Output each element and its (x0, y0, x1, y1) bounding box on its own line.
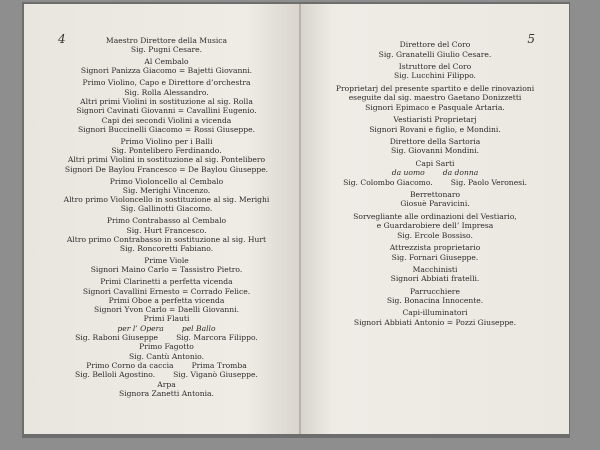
text-line: Capi dei secondi Violini a vicenda (101, 115, 232, 125)
left-page-text (32, 36, 301, 398)
tromba-head: Prima Tromba (191, 360, 247, 370)
text-line: Signori Cavinati Giovanni = Cavallini Eugenio. (76, 106, 257, 116)
text-line: Altro primo Contrabasso in sostituzione al sig. Hurt (66, 234, 267, 244)
page-number-right: 5 (527, 32, 535, 46)
text-line: Sig. Rolla Alessandro. (124, 87, 209, 97)
text-line: Sorvegliante alle ordinazioni del Vestiario, (353, 211, 517, 221)
text-line: Maestro Direttore della Musica (105, 36, 228, 45)
text-line: Parrucchiere (410, 286, 460, 296)
flauti-ballo-name: Sig. Marcora Filippo. (176, 333, 258, 343)
text-line: Signori Abbiati Antonio = Pozzi Giuseppe. (353, 317, 517, 327)
text-line: Attrezzista proprietario (389, 243, 481, 253)
sarti-names (305, 178, 565, 188)
text-line: Al Cembalo (144, 57, 189, 67)
text-line: Primi Clarinetti a perfetta vicenda (100, 277, 233, 287)
text-line: Altri primi Violini in sostituzione al sig. Rolla (80, 96, 253, 106)
text-line: Istruttore del Coro (398, 61, 472, 71)
text-line: Sig. Granatelli Giulio Cesare. (378, 49, 492, 59)
text-line: Signori Rovani e figlio, e Mondini. (369, 124, 501, 134)
flauti-names (32, 333, 301, 342)
text-line: Primi Oboe a perfetta vicenda (108, 295, 225, 305)
text-line: Primo Contrabasso al Cembalo (106, 216, 227, 226)
text-line: Signori Epimaco e Pasquale Artaria. (365, 102, 505, 112)
text-line: Signori Abbiati fratelli. (390, 274, 480, 284)
text-line: Sig. Bonacina Innocente. (386, 296, 484, 306)
text-line: Direttore del Coro (399, 40, 471, 49)
text-line: Signora Zanetti Antonia. (119, 388, 214, 398)
corno-name: Sig. Belloli Agostino. (75, 370, 156, 380)
text-line: Sig. Roncoretti Fabiano. (119, 244, 214, 254)
sarti-donna-name: Sig. Paolo Veronesi. (450, 177, 527, 187)
text-line: Sig. Lucchini Filippo. (394, 71, 476, 81)
flauti-ballo-head: pel Ballo (181, 323, 216, 333)
text-line: Sig. Hurt Francesco. (126, 225, 207, 235)
text-line: Signori Buccinelli Giacomo = Rossi Giuseppe. (77, 124, 256, 134)
sarti-uomo-name: Sig. Colombo Giacomo. (343, 177, 433, 187)
text-line: Signori Maino Carlo = Tassistro Pietro. (90, 265, 243, 275)
text-line: Primo Violino, Capo e Direttore d’orchestra (82, 78, 251, 88)
text-line: Altri primi Violini in sostituzione al sig. Pontelibero (67, 155, 266, 165)
sarti-heads (305, 168, 565, 178)
text-line: Altro primo Violoncello in sostituzione al sig. Merighi (63, 195, 270, 205)
text-line: Capi Sarti (415, 158, 455, 168)
left-page (24, 4, 301, 434)
text-line: Berrettonaro (409, 189, 461, 199)
text-line: Primo Violino per i Balli (120, 136, 213, 146)
text-line: Direttore della Sartoria (389, 136, 481, 146)
text-line: Signori Cavallini Ernesto = Corrado Felice. (82, 286, 251, 296)
text-line: Proprietarj del presente spartito e delle rinovazioni (335, 83, 535, 93)
page-number-left: 4 (58, 32, 66, 46)
sarti-uomo-head: da uomo (391, 168, 425, 178)
text-line: Sig. Cantù Antonio. (128, 351, 205, 361)
text-line: Primo Fagotto (139, 342, 194, 352)
corno-head: Primo Corno da caccia (86, 360, 174, 370)
right-page (301, 4, 569, 434)
text-line: e Guardarobiere dell’ Impresa (376, 221, 494, 231)
text-line: Primi Flauti (143, 314, 190, 324)
text-line: Signori Yvon Carlo = Daelli Giovanni. (93, 305, 240, 315)
text-line: Sig. Giovanni Mondini. (390, 146, 480, 156)
text-line: Sig. Pugni Cesare. (130, 45, 203, 55)
text-line: Signori Panizza Giacomo = Bajetti Giovanni. (80, 66, 253, 76)
text-line: Giosuè Paravicini. (400, 199, 470, 209)
corno-tromba-names (32, 370, 301, 379)
text-line: Vestiaristi Proprietarj (393, 114, 477, 124)
text-line: eseguite dal sig. maestro Gaetano Donizzetti (348, 93, 522, 103)
right-page-text (305, 40, 565, 328)
tromba-name: Sig. Viganò Giuseppe. (173, 370, 258, 380)
text-line: Sig. Fornari Giuseppe. (391, 252, 479, 262)
text-line: Sig. Pontelibero Ferdinando. (111, 146, 222, 156)
text-line: Macchinisti (412, 264, 458, 274)
sarti-donna-head: da donna (442, 168, 479, 178)
text-line: Sig. Merighi Vincenzo. (122, 185, 211, 195)
text-line: Signori De Baylou Francesco = De Baylou Giuseppe. (64, 164, 269, 174)
text-line: Capi-illuminatori (402, 308, 468, 318)
text-line: Primo Violoncello al Cembalo (109, 176, 224, 186)
flauti-opera-name: Sig. Raboni Giuseppe (75, 333, 159, 343)
text-line: Prime Viole (144, 256, 189, 266)
text-line: Arpa (157, 379, 176, 389)
flauti-heads (32, 324, 301, 333)
text-line: Sig. Ercole Bossiso. (397, 230, 473, 240)
flauti-opera-head: per l’ Opera (117, 323, 164, 333)
text-line: Sig. Gallinotti Giacomo. (120, 204, 213, 214)
corno-tromba-heads (32, 361, 301, 370)
